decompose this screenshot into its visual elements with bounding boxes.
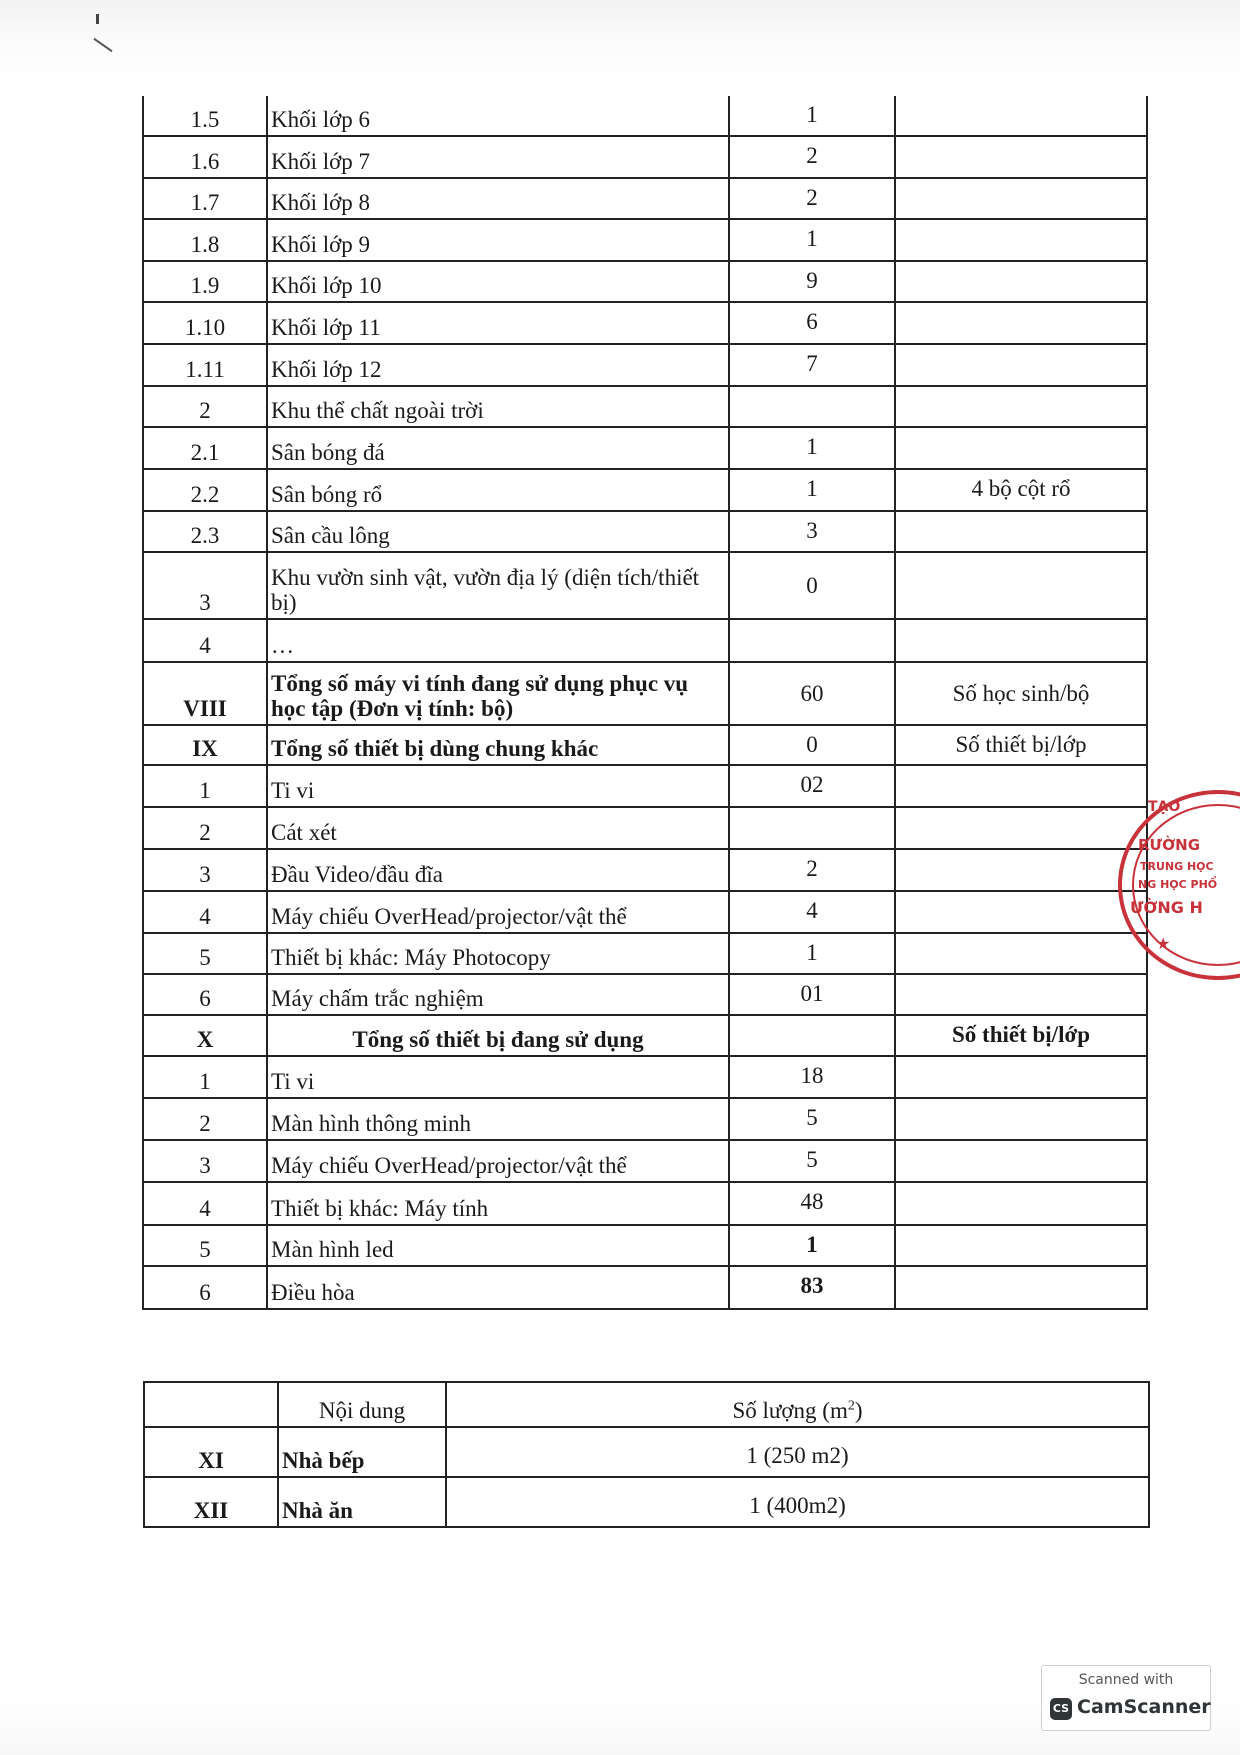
row-note — [895, 219, 1147, 261]
row-number: 5 — [143, 1225, 267, 1266]
table-row — [143, 96, 1147, 136]
table-row — [143, 511, 1147, 552]
table-row — [143, 552, 1147, 619]
row-quantity: 01 — [729, 974, 895, 1015]
row-name: Sân cầu lông — [267, 511, 729, 552]
table-row — [143, 469, 1147, 511]
row-name: … — [267, 619, 729, 662]
row-quantity: 60 — [729, 662, 895, 725]
table-row — [143, 1225, 1147, 1266]
row-quantity: 2 — [729, 849, 895, 891]
row-quantity: 1 — [729, 933, 895, 974]
row-name: Máy chấm trắc nghiệm — [267, 974, 729, 1015]
row-note — [895, 386, 1147, 427]
row-name: Tổng số thiết bị dùng chung khác — [267, 725, 729, 765]
row-number: 6 — [143, 974, 267, 1015]
row-name: Khối lớp 12 — [267, 344, 729, 386]
row-number: 2.3 — [143, 511, 267, 552]
row-name: Cát xét — [267, 807, 729, 849]
row-name: Màn hình led — [267, 1225, 729, 1266]
row-note — [895, 765, 1147, 807]
stamp-text: TẠO — [1148, 799, 1181, 815]
table-row — [143, 344, 1147, 386]
row-quantity: 3 — [729, 511, 895, 552]
row-name: Khu thể chất ngoài trời — [267, 386, 729, 427]
row-name: Khu vườn sinh vật, vườn địa lý (diện tích/thiết bị) — [267, 552, 729, 619]
row-quantity: 5 — [729, 1098, 895, 1140]
row-note: 4 bộ cột rổ — [895, 469, 1147, 511]
row-note — [895, 261, 1147, 302]
row-number: 1.5 — [143, 96, 267, 136]
row-number: 2.1 — [143, 427, 267, 469]
row-quantity: 0 — [729, 552, 895, 619]
row-name — [267, 662, 729, 725]
row-note — [895, 427, 1147, 469]
row-number: 3 — [143, 849, 267, 891]
row-name: Máy chiếu OverHead/projector/vật thể — [267, 1140, 729, 1182]
row-quantity: 0 — [729, 725, 895, 765]
row-quantity — [729, 1015, 895, 1056]
row-quantity: 83 — [729, 1266, 895, 1309]
scan-mark — [93, 38, 112, 52]
row-note — [895, 178, 1147, 219]
row-name: Điều hòa — [267, 1266, 729, 1309]
row-quantity: 1 — [729, 219, 895, 261]
table-row — [143, 178, 1147, 219]
row-name: Khối lớp 7 — [267, 136, 729, 178]
row-quantity: 6 — [729, 302, 895, 344]
row-number: 2 — [143, 807, 267, 849]
row-name: Sân bóng đá — [267, 427, 729, 469]
row-quantity: 1 — [729, 96, 895, 136]
row-name: Khối lớp 10 — [267, 261, 729, 302]
row-quantity: 18 — [729, 1056, 895, 1098]
watermark-brand: CamScanner — [1077, 1696, 1211, 1718]
stamp-star-icon: ★ — [1156, 934, 1171, 953]
row-name: Ti vi — [267, 765, 729, 807]
row-number: 1 — [143, 765, 267, 807]
row-number: 5 — [143, 933, 267, 974]
row-note: Số học sinh/bộ — [895, 662, 1147, 725]
row-note — [895, 552, 1147, 619]
equipment-table — [142, 96, 1148, 1310]
table-row — [143, 849, 1147, 891]
row-number: 3 — [143, 1140, 267, 1182]
table-row — [143, 1140, 1147, 1182]
row-name: Khối lớp 11 — [267, 302, 729, 344]
row-number: 4 — [143, 891, 267, 933]
row-name: Ti vi — [267, 1056, 729, 1098]
row-name-line: học tập (Đơn vị tính: bộ) — [271, 696, 514, 721]
table-row — [143, 136, 1147, 178]
row-note — [895, 511, 1147, 552]
row-number: 1.7 — [143, 178, 267, 219]
table-row — [143, 807, 1147, 849]
row-name: Thiết bị khác: Máy Photocopy — [267, 933, 729, 974]
row-name: Khối lớp 9 — [267, 219, 729, 261]
row-number: 1.8 — [143, 219, 267, 261]
row-name: Nhà ăn — [278, 1477, 446, 1527]
stamp-text: RƯỜNG — [1138, 836, 1201, 854]
table-row — [143, 427, 1147, 469]
table-row — [143, 386, 1147, 427]
row-note — [895, 302, 1147, 344]
row-quantity: 5 — [729, 1140, 895, 1182]
table-row — [143, 725, 1147, 765]
row-note — [895, 933, 1147, 974]
table-row — [143, 1266, 1147, 1309]
row-note — [895, 807, 1147, 849]
watermark-caption: Scanned with — [1078, 1672, 1174, 1688]
camscanner-watermark — [1041, 1665, 1211, 1731]
row-quantity: 2 — [729, 178, 895, 219]
row-note — [895, 849, 1147, 891]
table-row — [143, 891, 1147, 933]
stamp-text: ƯỜNG H — [1130, 898, 1203, 917]
table-row — [143, 1056, 1147, 1098]
row-number: 1.10 — [143, 302, 267, 344]
row-quantity: 9 — [729, 261, 895, 302]
row-name: Tổng số thiết bị đang sử dụng — [267, 1015, 729, 1056]
row-name-line: Tổng số máy vi tính đang sử dụng phục vụ — [271, 671, 689, 696]
row-number: 4 — [143, 1182, 267, 1225]
school-stamp — [1118, 780, 1240, 990]
row-name: Máy chiếu OverHead/projector/vật thể — [267, 891, 729, 933]
camscanner-logo-icon: CS — [1050, 1698, 1072, 1720]
row-note — [895, 136, 1147, 178]
row-quantity: 2 — [729, 136, 895, 178]
table-row — [143, 933, 1147, 974]
table-row — [143, 1098, 1147, 1140]
row-note: Số thiết bị/lớp — [895, 1015, 1147, 1056]
table-row — [143, 974, 1147, 1015]
row-note — [895, 891, 1147, 933]
table-row — [144, 1477, 1149, 1527]
row-note — [895, 1266, 1147, 1309]
row-note — [895, 1182, 1147, 1225]
row-note — [895, 1098, 1147, 1140]
table-row — [143, 662, 1147, 725]
stamp-text: TRUNG HỌC — [1140, 860, 1214, 873]
row-note — [895, 1140, 1147, 1182]
header-qty-cell: Số lượng $(m^2)$ — [446, 1382, 1149, 1427]
row-quantity: 02 — [729, 765, 895, 807]
table-header-row — [144, 1382, 1149, 1427]
row-note — [895, 1225, 1147, 1266]
row-quantity: 1 (400m2) — [446, 1477, 1149, 1527]
row-note — [895, 619, 1147, 662]
row-name: Thiết bị khác: Máy tính — [267, 1182, 729, 1225]
row-number: 1.11 — [143, 344, 267, 386]
row-number: 2 — [143, 1098, 267, 1140]
row-note — [895, 344, 1147, 386]
row-note: Số thiết bị/lớp — [895, 725, 1147, 765]
table-row — [143, 302, 1147, 344]
row-quantity: 4 — [729, 891, 895, 933]
row-quantity: 1 — [729, 427, 895, 469]
row-name: Khối lớp 6 — [267, 96, 729, 136]
row-name: Khối lớp 8 — [267, 178, 729, 219]
row-number: X — [143, 1015, 267, 1056]
row-note — [895, 96, 1147, 136]
row-name: Màn hình thông minh — [267, 1098, 729, 1140]
header-no-cell — [144, 1382, 278, 1427]
stamp-text: NG HỌC PHỔ — [1138, 878, 1218, 891]
row-number: 3 — [143, 552, 267, 619]
header-content-cell: Nội dung — [278, 1382, 446, 1427]
table-row — [143, 261, 1147, 302]
row-note — [895, 974, 1147, 1015]
row-quantity: 1 — [729, 1225, 895, 1266]
row-note — [895, 1056, 1147, 1098]
scan-mark — [96, 14, 99, 24]
row-quantity: 7 — [729, 344, 895, 386]
table-row — [144, 1427, 1149, 1477]
row-quantity: 1 — [729, 469, 895, 511]
row-number: 4 — [143, 619, 267, 662]
row-quantity: 1 (250 m2) — [446, 1427, 1149, 1477]
row-number: VIII — [143, 662, 267, 725]
table-row — [143, 1182, 1147, 1225]
row-quantity — [729, 807, 895, 849]
row-number: IX — [143, 725, 267, 765]
row-number: XI — [144, 1427, 278, 1477]
row-number: XII — [144, 1477, 278, 1527]
table-row — [143, 1015, 1147, 1056]
table-row — [143, 619, 1147, 662]
row-quantity — [729, 619, 895, 662]
row-number: 2 — [143, 386, 267, 427]
row-number: 1.6 — [143, 136, 267, 178]
row-number: 1 — [143, 1056, 267, 1098]
row-quantity: 48 — [729, 1182, 895, 1225]
row-number: 1.9 — [143, 261, 267, 302]
table-row — [143, 765, 1147, 807]
row-number: 6 — [143, 1266, 267, 1309]
row-quantity — [729, 386, 895, 427]
table-row — [143, 219, 1147, 261]
row-name: Nhà bếp — [278, 1427, 446, 1477]
facility-table — [143, 1381, 1150, 1528]
row-name: Sân bóng rổ — [267, 469, 729, 511]
row-name: Đầu Video/đầu đĩa — [267, 849, 729, 891]
row-number: 2.2 — [143, 469, 267, 511]
